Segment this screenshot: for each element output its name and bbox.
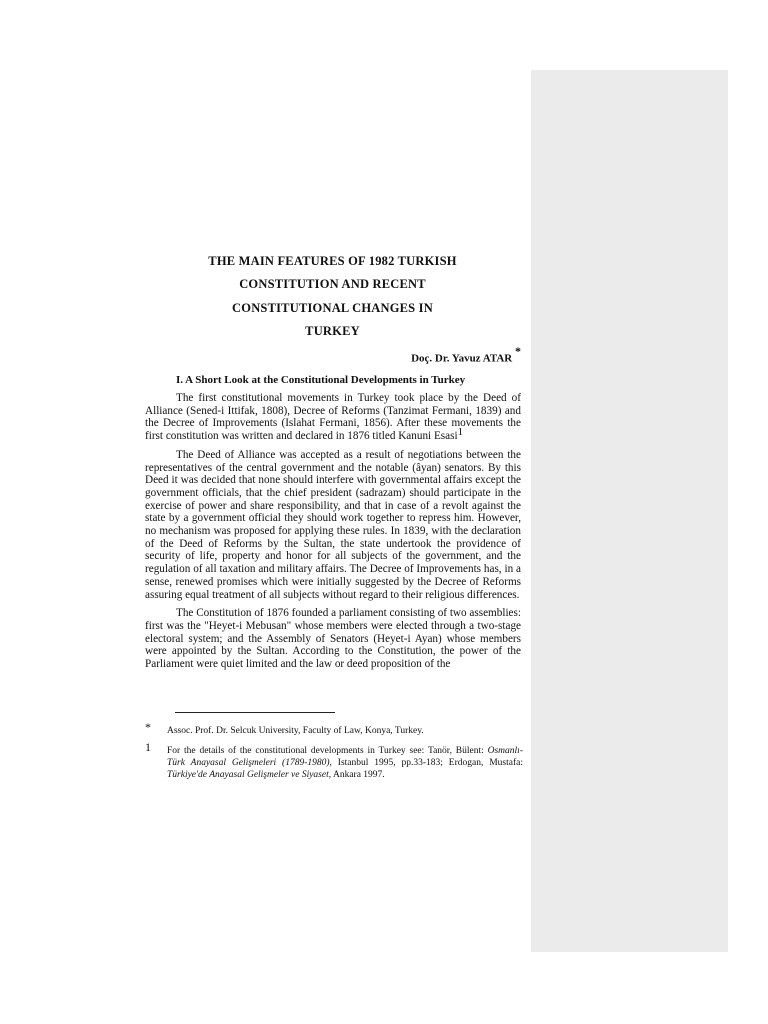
footnote-mark: 1 (145, 740, 151, 754)
section-heading: I. A Short Look at the Constitutional Developments in Turkey (176, 374, 466, 386)
footnote-middle: , Istanbul 1995, pp.33-183; Erdogan, Mustafa: (329, 758, 523, 768)
footnote-book-title: Türkiye'de Anayasal Gelişmeler ve Siyaset (167, 770, 329, 780)
paragraph (145, 449, 521, 601)
footnote-intro: For the details of the constitutional developments in Turkey see: Tanör, Bülent: (167, 746, 484, 756)
margin-panel (531, 70, 728, 952)
footnote-mark: * (145, 720, 151, 734)
author-footnote-mark[interactable]: * (515, 344, 521, 358)
footnote-text: Assoc. Prof. Dr. Selcuk University, Faculty of Law, Konya, Turkey. (167, 726, 424, 736)
footnote-end: , Ankara 1997. (328, 770, 385, 780)
footnote-divider (175, 712, 335, 713)
paragraph-text: The Constitution of 1876 founded a parliament consisting of two assemblies: first was the "Heyet-i Mebusan" whose members were elected through a two-stage electoral system; and the Assembly of Senators (Heyet-i Ayan) whose members were appointed by the Sultan. According to the Constitution, the power of the Parliament were quiet limited and the law or deed proposition of the (145, 607, 521, 671)
body-text (145, 392, 521, 677)
title-line: TURKEY (305, 323, 360, 338)
paragraph (145, 392, 521, 443)
footnote-text (167, 745, 523, 781)
paragraph-text: The Deed of Alliance was accepted as a result of negotiations between the representatives of the central government and the notable (âyan) senators. By this Deed it was decided that none should interfere with governmental affairs except the government officials, that the chief president (sadrazam) should participate in the exercise of power and share responsibility, and that in case of a revolt against the state by a government official they should work together to repress him. However, no mechanism was proposed for applying these rules. In 1839, with the declaration of the Deed of Reforms by the Sultan, the state undertook the providence of security of life, property and honor for all subjects of the government, and the regulation of all taxation and military affairs. The Decree of Improvements has, in a sense, renewed promises which were initially suggested by the Decree of Reforms assuring equal treatment of all subjects without regard to their religious differences. (145, 448, 521, 601)
paragraph (145, 607, 521, 671)
title-line: CONSTITUTIONAL CHANGES IN (232, 300, 433, 315)
footnote-ref[interactable]: 1 (457, 426, 464, 439)
title-line: CONSTITUTION AND RECENT (239, 277, 426, 292)
document-title (170, 250, 495, 343)
author-name: Doç. Dr. Yavuz ATAR (411, 352, 513, 365)
paragraph-text: The first constitutional movements in Turkey took place by the Deed of Alliance (Sened-i Ittifak, 1808), Decree of Reforms (Tanzimat Fermani, 1839) and the Decree of Improvements (Islahat Fermani, 1856). After these movements the first constitution was written and declared in 1876 titled Kanuni Esasi (145, 392, 521, 443)
footnote-book-title: Osmanlı-Türk Anayasal Gelişmeleri (1789-1980) (167, 746, 523, 768)
title-line: THE MAIN FEATURES OF 1982 TURKISH (208, 254, 457, 268)
author-line (411, 346, 521, 365)
